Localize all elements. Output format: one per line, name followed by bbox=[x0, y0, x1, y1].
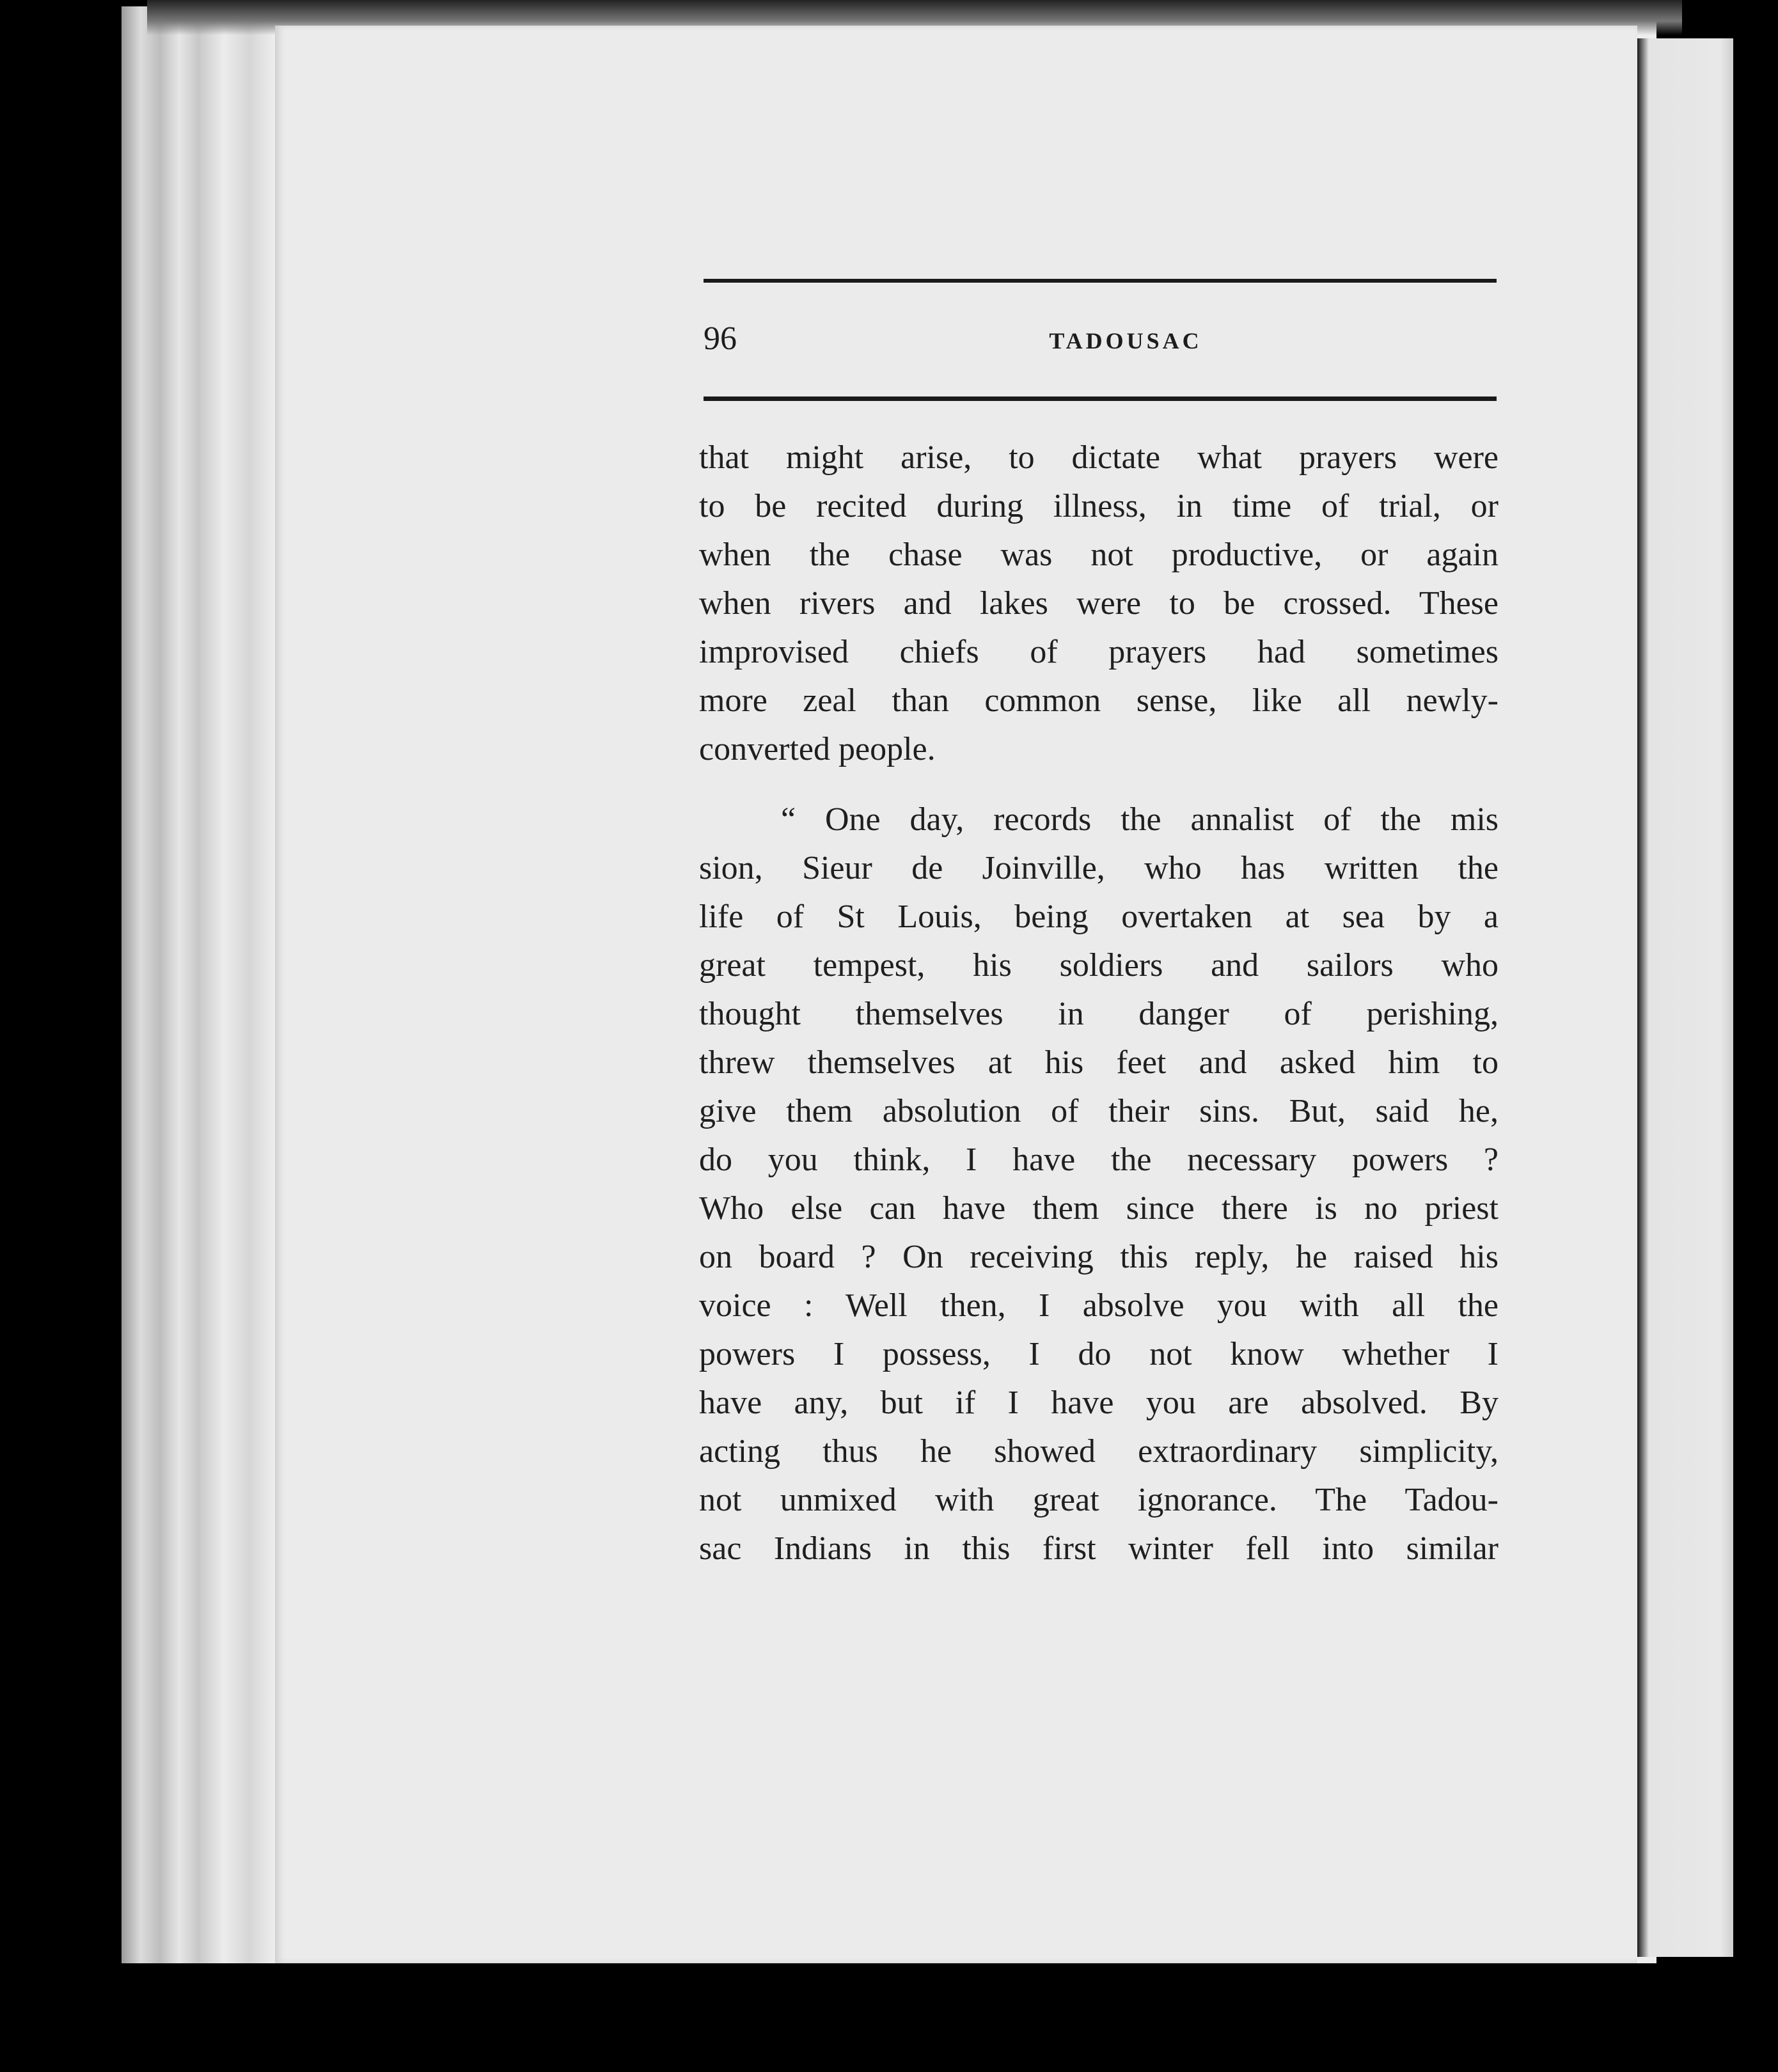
paragraph-1 bbox=[699, 434, 1499, 774]
text-line: “ One day, records the annalist of the mis bbox=[781, 801, 1499, 838]
page-number: 96 bbox=[704, 320, 737, 357]
text-line: more zeal than common sense, like all newly- bbox=[699, 682, 1499, 719]
text-line: give them absolution of their sins. But, said he, bbox=[699, 1093, 1499, 1129]
text-line: that might arise, to dictate what prayers were bbox=[699, 439, 1499, 476]
text-line: sion, Sieur de Joinville, who has written the bbox=[699, 850, 1499, 886]
text-line: to be recited during illness, in time of trial, or bbox=[699, 488, 1499, 524]
text-line: Who else can have them since there is no priest bbox=[699, 1190, 1499, 1227]
running-title: TADOUSAC bbox=[1049, 328, 1202, 354]
text-line: thought themselves in danger of perishing, bbox=[699, 996, 1499, 1032]
facing-page-edge bbox=[1637, 38, 1733, 1957]
text-line: do you think, I have the necessary powers ? bbox=[699, 1142, 1499, 1178]
text-line: when the chase was not productive, or again bbox=[699, 537, 1499, 573]
header-rule-bottom bbox=[704, 396, 1497, 401]
text-line: improvised chiefs of prayers had sometimes bbox=[699, 634, 1499, 670]
text-line: great tempest, his soldiers and sailors who bbox=[699, 947, 1499, 984]
text-line: voice : Well then, I absolve you with all the bbox=[699, 1287, 1499, 1324]
text-line: powers I possess, I do not know whether I bbox=[699, 1336, 1499, 1372]
header-rule-top bbox=[704, 279, 1497, 283]
text-line: acting thus he showed extraordinary simplicity, bbox=[699, 1433, 1499, 1470]
text-line: when rivers and lakes were to be crossed. These bbox=[699, 585, 1499, 622]
text-line: life of St Louis, being overtaken at sea by a bbox=[699, 899, 1499, 935]
paragraph-gap bbox=[699, 774, 1499, 796]
text-line: not unmixed with great ignorance. The Tadou- bbox=[699, 1482, 1499, 1518]
body-text bbox=[699, 434, 1499, 1573]
text-line: have any, but if I have you are absolved. By bbox=[699, 1385, 1499, 1421]
text-line: sac Indians in this first winter fell into similar bbox=[699, 1530, 1499, 1567]
text-line: on board ? On receiving this reply, he raised his bbox=[699, 1239, 1499, 1275]
running-head bbox=[704, 320, 1497, 365]
text-line: converted people. bbox=[699, 731, 936, 767]
text-line: threw themselves at his feet and asked him to bbox=[699, 1044, 1499, 1081]
paragraph-2 bbox=[699, 796, 1499, 1573]
